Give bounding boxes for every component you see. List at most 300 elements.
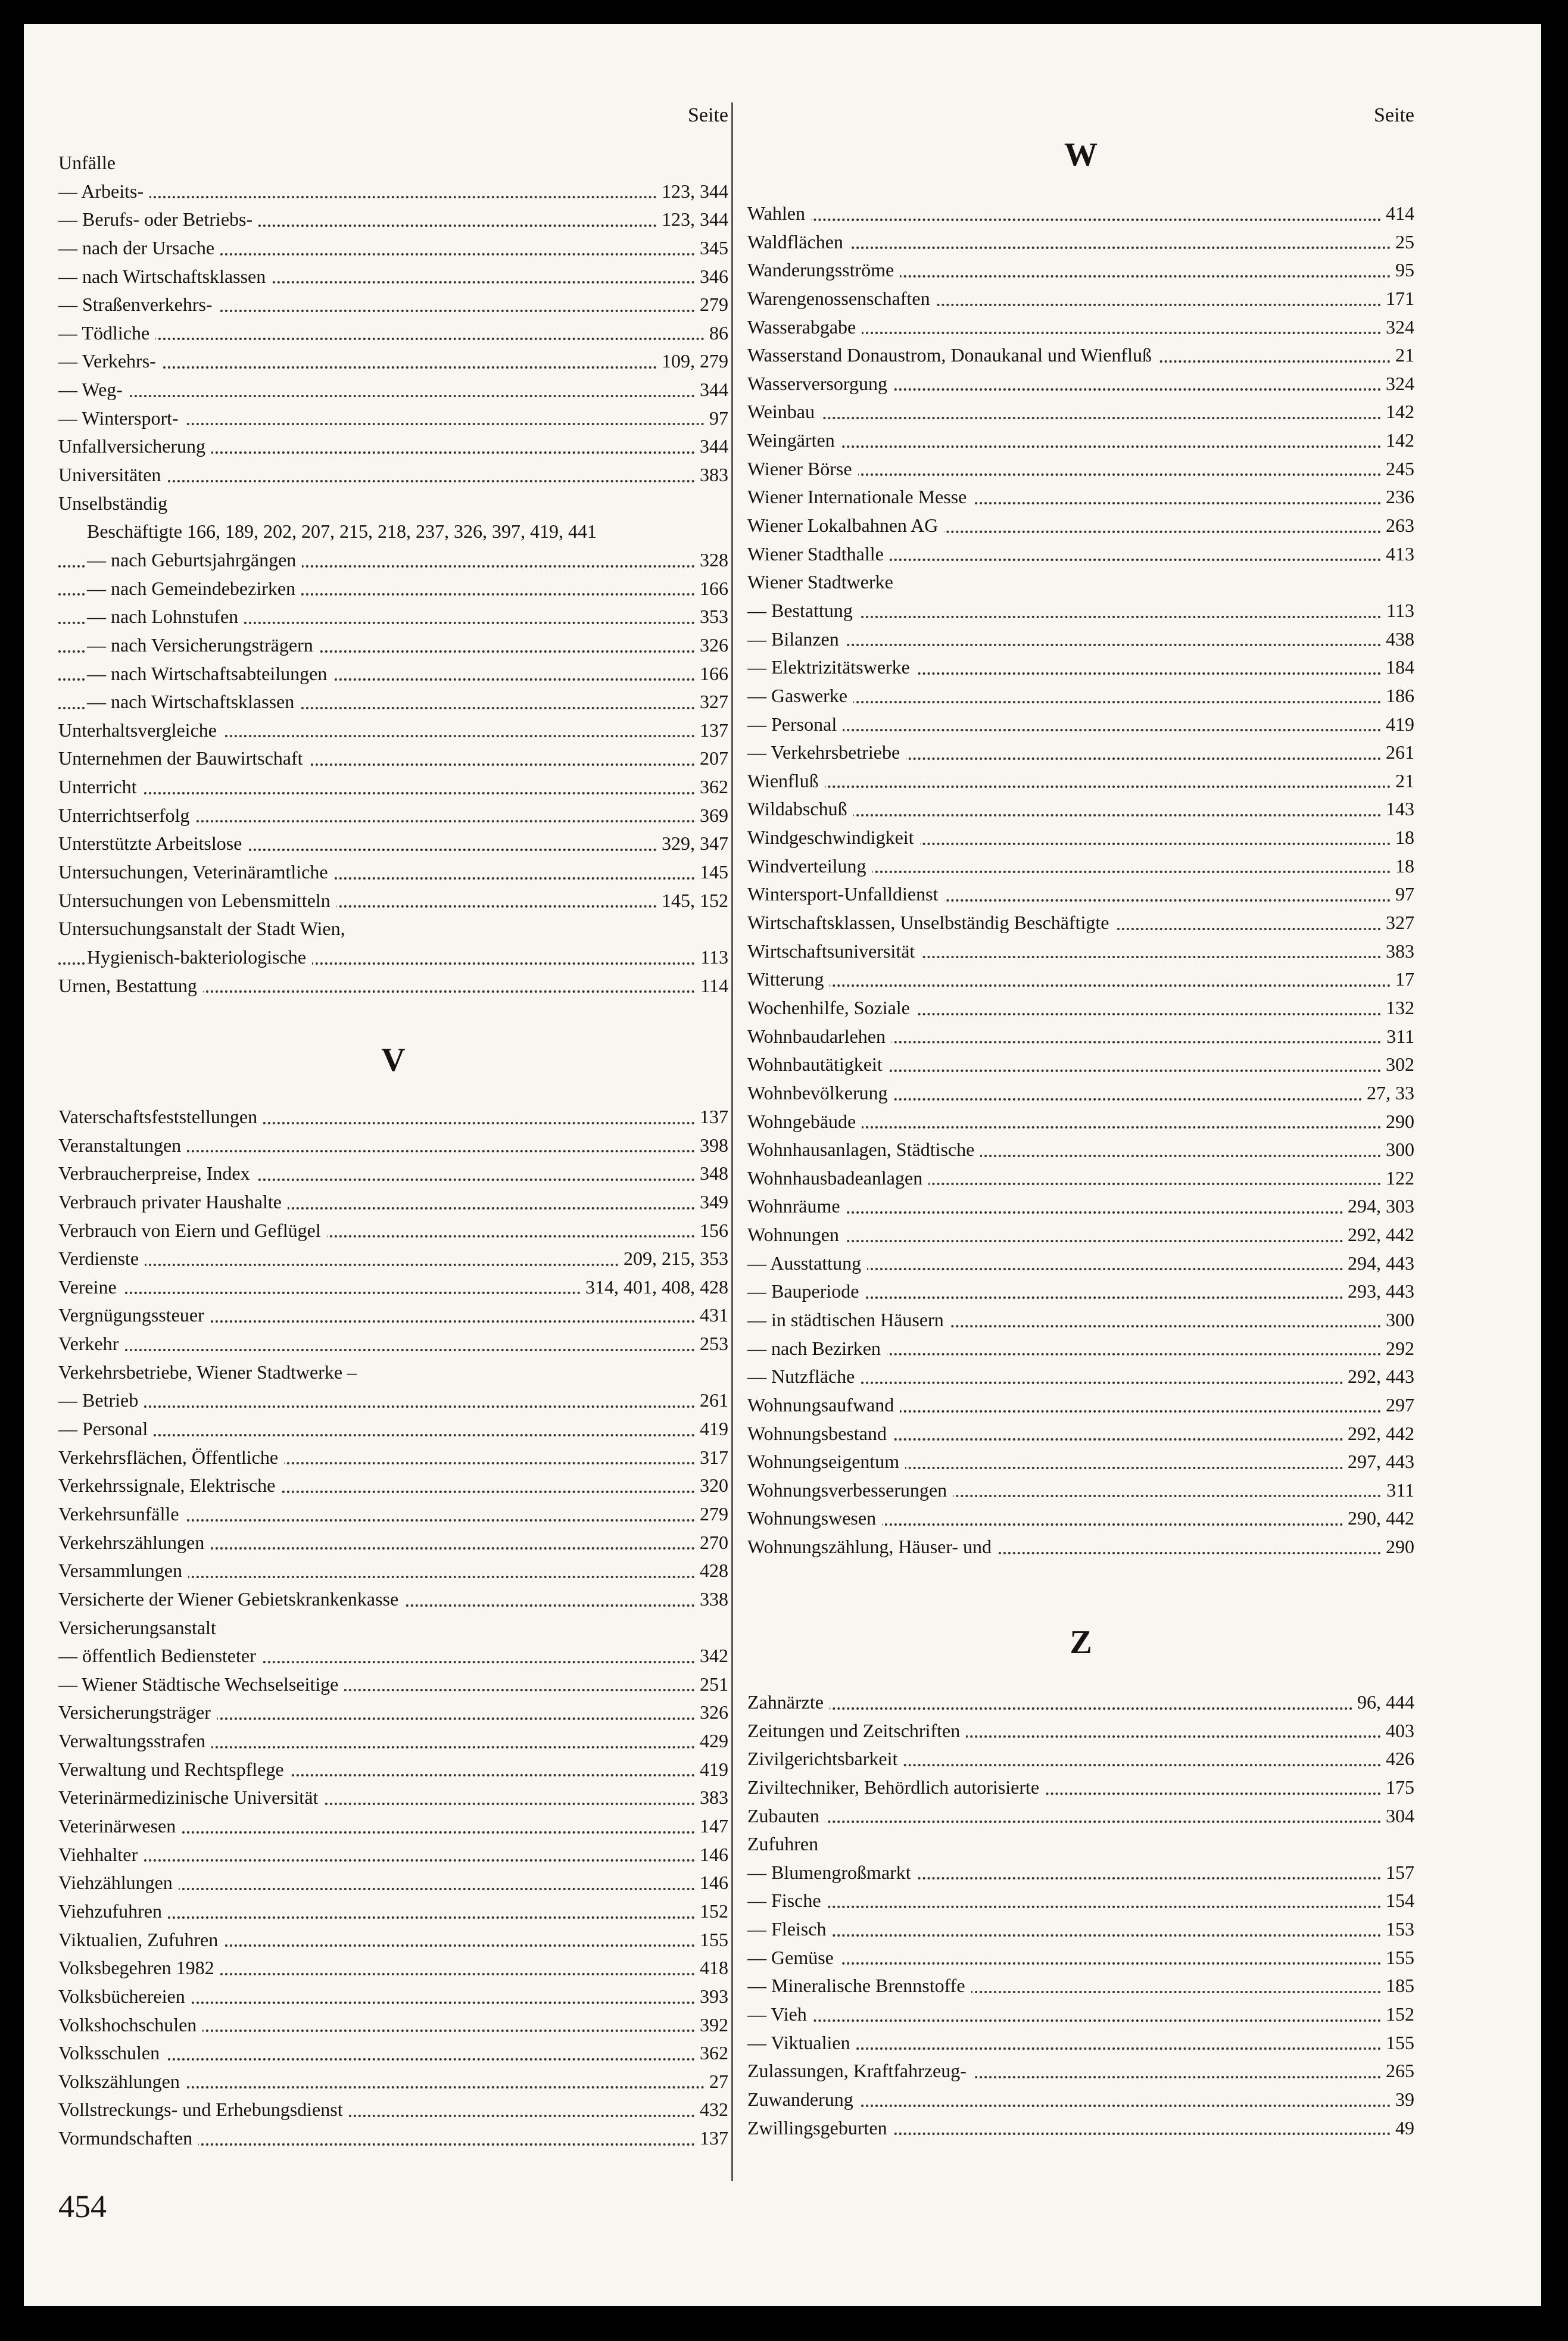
entry-term: Zuwanderung — [747, 2086, 859, 2114]
index-entry — [58, 1982, 728, 2011]
entry-page-ref: 326 — [695, 1698, 728, 1727]
entry-term: Untersuchungen von Lebensmitteln — [58, 887, 336, 915]
index-list-z — [747, 1688, 1414, 2142]
index-entry — [747, 653, 1414, 682]
index-entry — [58, 1784, 728, 1812]
entry-page-ref: 432 — [695, 2096, 728, 2124]
entry-page-ref: 297, 443 — [1343, 1448, 1414, 1476]
entry-term: Wohnbaudarlehen — [747, 1023, 891, 1051]
index-entry — [58, 1444, 728, 1472]
entry-page-ref: 292, 442 — [1343, 1221, 1414, 1249]
index-entry — [58, 1614, 728, 1642]
entry-page-ref: 393 — [695, 1982, 728, 2011]
entry-term: Witterung — [747, 965, 830, 994]
entry-term: Wohnungsaufwand — [747, 1391, 900, 1420]
index-entry — [58, 575, 728, 603]
entry-page-ref: 293, 443 — [1343, 1277, 1414, 1306]
entry-page-ref: 342 — [695, 1642, 728, 1670]
entry-term: Wienfluß — [747, 767, 825, 796]
entry-term: Zwillingsgeburten — [747, 2114, 893, 2143]
entry-term: Unterhaltsvergleiche — [58, 716, 223, 745]
dot-leader — [747, 219, 1414, 221]
entry-page-ref: 324 — [1381, 370, 1414, 398]
index-list-u — [58, 149, 728, 1000]
entry-term: Universitäten — [58, 461, 167, 490]
entry-page-ref: 383 — [695, 461, 728, 490]
entry-page-ref: 279 — [695, 1500, 728, 1529]
entry-term: Zeitungen und Zeitschriften — [747, 1717, 966, 1745]
entry-page-ref: 166 — [695, 660, 728, 688]
entry-page-ref: 251 — [695, 1670, 728, 1699]
entry-page-ref: 292 — [1381, 1335, 1414, 1363]
index-entry — [747, 1688, 1414, 1717]
entry-term: Viktualien, Zufuhren — [58, 1926, 224, 1955]
index-entry — [747, 738, 1414, 767]
index-entry — [58, 518, 728, 546]
entry-term: — Gaswerke — [747, 682, 853, 710]
index-entry — [58, 2096, 728, 2124]
entry-page-ref: 209, 215, 353 — [619, 1245, 728, 1273]
entry-term: Unterricht — [58, 773, 143, 802]
entry-page-ref: 152 — [1381, 2000, 1414, 2029]
index-list-v — [58, 1103, 728, 2153]
entry-term: — Vieh — [747, 2000, 813, 2029]
entry-term: Versicherte der Wiener Gebietskrankenkasse — [58, 1585, 404, 1614]
entry-page-ref: 207 — [695, 744, 728, 773]
entry-page-ref: 155 — [1381, 1944, 1414, 1972]
index-entry — [747, 568, 1414, 597]
entry-page-ref: 438 — [1381, 625, 1414, 654]
index-entry — [747, 1221, 1414, 1249]
entry-term: Volksbüchereien — [58, 1982, 191, 2011]
index-entry — [58, 1869, 728, 1897]
index-entry — [747, 2029, 1414, 2058]
dot-leader — [58, 1434, 728, 1436]
index-entry — [747, 2086, 1414, 2114]
index-entry — [58, 802, 728, 830]
dot-leader — [58, 338, 728, 340]
index-entry — [58, 972, 728, 1000]
entry-term: Ziviltechniker, Behördlich autorisierte — [747, 1773, 1045, 1802]
entry-page-ref: 338 — [695, 1585, 728, 1614]
index-entry — [58, 1557, 728, 1585]
entry-page-ref: 314, 401, 408, 428 — [581, 1273, 728, 1302]
entry-page-ref: 353 — [695, 603, 728, 631]
dot-leader — [58, 395, 728, 397]
entry-term: Wirtschaftsuniversität — [747, 937, 921, 966]
index-entry — [58, 1301, 728, 1330]
entry-page-ref: 419 — [1381, 710, 1414, 739]
entry-term: Verbrauch privater Haushalte — [58, 1188, 288, 1217]
entry-term: — nach Gemeindebezirken — [87, 575, 301, 603]
entry-page-ref: 383 — [1381, 937, 1414, 966]
index-entry — [58, 1698, 728, 1727]
index-entry — [747, 965, 1414, 994]
entry-term: Zahnärzte — [747, 1688, 830, 1717]
entry-page-ref: 345 — [695, 234, 728, 263]
entry-term: Verkehrssignale, Elektrische — [58, 1472, 281, 1500]
entry-page-ref: 349 — [695, 1188, 728, 1217]
index-entry — [58, 660, 728, 688]
dot-leader — [747, 1240, 1414, 1242]
dot-leader — [747, 445, 1414, 448]
entry-page-ref: 49 — [1391, 2114, 1414, 2143]
entry-term: Wohnbautätigkeit — [747, 1051, 889, 1079]
entry-page-ref: 329, 347 — [657, 830, 728, 858]
index-entry — [58, 1159, 728, 1188]
entry-term: Viehzählungen — [58, 1869, 179, 1897]
index-entry — [58, 1954, 728, 1982]
entry-page-ref: 292, 443 — [1343, 1363, 1414, 1391]
entry-term: Zivilgerichtsbarkeit — [747, 1745, 903, 1773]
index-entry — [58, 1472, 728, 1500]
dot-leader — [747, 2019, 1414, 2022]
entry-page-ref: 317 — [695, 1444, 728, 1472]
entry-term: — nach Wirtschaftsabteilungen — [87, 660, 333, 688]
entry-term: Verkehrsunfälle — [58, 1500, 185, 1529]
index-entry — [747, 597, 1414, 625]
index-entry — [747, 370, 1414, 398]
entry-term: Weinbau — [747, 398, 821, 426]
dot-leader — [747, 984, 1414, 987]
entry-page-ref: 348 — [695, 1159, 728, 1188]
entry-page-ref: 27 — [704, 2068, 728, 2096]
entry-term: Urnen, Bestattung — [58, 972, 203, 1000]
index-entry — [747, 398, 1414, 426]
entry-term: Wiener Börse — [747, 455, 858, 484]
entry-page-ref: 155 — [695, 1926, 728, 1955]
entry-term: Wochenhilfe, Soziale — [747, 994, 916, 1023]
section-heading-v: V — [381, 1042, 406, 1078]
entry-term: — nach Bezirken — [747, 1335, 887, 1363]
entry-page-ref: 86 — [704, 319, 728, 348]
index-entry — [58, 546, 728, 575]
entry-term: — Blumengroßmarkt — [747, 1859, 917, 1887]
entry-page-ref: 297 — [1381, 1391, 1414, 1420]
entry-term: Volkshochschulen — [58, 2011, 202, 2040]
entry-term: Wohngebäude — [747, 1108, 862, 1136]
index-entry — [58, 1188, 728, 1217]
index-entry — [747, 1717, 1414, 1745]
entry-term: Unfallversicherung — [58, 432, 211, 461]
entry-term: Volksbegehren 1982 — [58, 1954, 220, 1982]
index-entry — [747, 1249, 1414, 1278]
entry-page-ref: 398 — [695, 1131, 728, 1160]
entry-term: Wiener Stadtwerke — [747, 568, 899, 597]
index-entry — [747, 767, 1414, 796]
entry-page-ref: 344 — [695, 376, 728, 404]
entry-page-ref: 414 — [1381, 200, 1414, 228]
index-entry — [747, 256, 1414, 285]
index-entry — [747, 1391, 1414, 1420]
entry-page-ref: 429 — [695, 1727, 728, 1756]
index-entry — [747, 994, 1414, 1023]
entry-page-ref: 294, 443 — [1343, 1249, 1414, 1278]
index-entry — [747, 1108, 1414, 1136]
entry-page-ref: 123, 344 — [657, 177, 728, 206]
entry-term: Versicherungsanstalt — [58, 1614, 222, 1642]
index-entry — [58, 716, 728, 745]
index-entry — [747, 824, 1414, 852]
entry-term: — nach Wirtschaftsklassen — [58, 263, 272, 291]
entry-page-ref: 146 — [695, 1841, 728, 1869]
entry-term: Wohnungszählung, Häuser- und — [747, 1533, 997, 1561]
entry-page-ref: 97 — [704, 404, 728, 433]
index-entry — [58, 1642, 728, 1670]
entry-page-ref: 290 — [1381, 1108, 1414, 1136]
index-entry — [58, 1103, 728, 1131]
entry-term: Volkszählungen — [58, 2068, 186, 2096]
entry-page-ref: 109, 279 — [657, 347, 728, 376]
entry-page-ref: 184 — [1381, 653, 1414, 682]
entry-page-ref: 261 — [695, 1386, 728, 1415]
index-entry — [747, 852, 1414, 881]
entry-term: Wasserstand Donaustrom, Donaukanal und Wienfluß — [747, 341, 1158, 370]
index-entry — [58, 1585, 728, 1614]
index-entry — [58, 205, 728, 234]
entry-page-ref: 369 — [695, 802, 728, 830]
dot-leader — [747, 417, 1414, 419]
index-entry — [747, 1802, 1414, 1831]
entry-term: Verkehrsbetriebe, Wiener Stadtwerke – — [58, 1358, 363, 1387]
index-entry — [747, 710, 1414, 739]
entry-term: — Wintersport- — [58, 404, 185, 433]
entry-term: — Nutzfläche — [747, 1363, 861, 1391]
entry-page-ref: 279 — [695, 291, 728, 319]
entry-term: — nach Versicherungsträgern — [87, 631, 319, 660]
entry-page-ref: 152 — [695, 1897, 728, 1926]
index-entry — [58, 263, 728, 291]
index-entry — [58, 1131, 728, 1160]
index-entry — [747, 1944, 1414, 1972]
entry-page-ref: 18 — [1391, 852, 1414, 881]
entry-term: — Bilanzen — [747, 625, 845, 654]
entry-term: Wiener Lokalbahnen AG — [747, 512, 944, 540]
entry-term: — Weg- — [58, 376, 129, 404]
index-entry — [747, 1972, 1414, 2000]
entry-page-ref: 156 — [695, 1217, 728, 1245]
index-page — [24, 24, 1541, 2306]
entry-term: Veterinärwesen — [58, 1812, 182, 1841]
entry-term: Wiener Internationale Messe — [747, 483, 972, 512]
entry-page-ref: 113 — [1382, 597, 1414, 625]
entry-page-ref: 327 — [1381, 909, 1414, 937]
index-entry — [58, 149, 728, 177]
entry-term: Wohnhausanlagen, Städtische — [747, 1136, 980, 1164]
entry-page-ref: 171 — [1381, 285, 1414, 313]
entry-term: Versicherungsträger — [58, 1698, 217, 1727]
index-entry — [58, 461, 728, 490]
entry-page-ref: 142 — [1381, 398, 1414, 426]
entry-page-ref: 25 — [1391, 228, 1414, 257]
index-entry — [747, 285, 1414, 313]
entry-term: — Elektrizitätswerke — [747, 653, 916, 682]
entry-page-ref: 185 — [1381, 1972, 1414, 2000]
index-entry — [58, 2124, 728, 2153]
entry-term: — Fische — [747, 1887, 827, 1915]
dot-leader — [747, 785, 1414, 788]
index-entry — [747, 426, 1414, 455]
entry-term: Wanderungsströme — [747, 256, 900, 285]
dot-leader — [58, 792, 728, 794]
entry-page-ref: 143 — [1381, 795, 1414, 824]
entry-term: Wohnungseigentum — [747, 1448, 905, 1476]
entry-page-ref: 186 — [1381, 682, 1414, 710]
index-entry — [747, 455, 1414, 484]
entry-term: Unselbständig — [58, 490, 173, 518]
entry-term: — Bauperiode — [747, 1277, 865, 1306]
entry-term: Wohnbevölkerung — [747, 1079, 894, 1108]
dot-leader — [747, 1934, 1414, 1937]
entry-term: Vollstreckungs- und Erhebungsdienst — [58, 2096, 349, 2124]
index-entry — [747, 1745, 1414, 1773]
index-entry — [58, 376, 728, 404]
entry-page-ref: 294, 303 — [1343, 1192, 1414, 1221]
entry-page-ref: 18 — [1391, 824, 1414, 852]
index-entry — [58, 1841, 728, 1869]
entry-term: — Straßenverkehrs- — [58, 291, 219, 319]
entry-term: — Berufs- oder Betriebs- — [58, 205, 258, 234]
entry-term: Vergnügungssteuer — [58, 1301, 210, 1330]
index-entry — [58, 177, 728, 206]
entry-term: Unfälle — [58, 149, 121, 177]
index-entry — [58, 234, 728, 263]
index-entry — [747, 625, 1414, 654]
entry-page-ref: 113 — [696, 943, 728, 972]
entry-term: Wohnhausbadeanlagen — [747, 1164, 928, 1193]
index-entry — [58, 347, 728, 376]
entry-page-ref: 21 — [1391, 767, 1414, 796]
entry-page-ref: 137 — [695, 2124, 728, 2153]
dot-leader — [58, 1349, 728, 1351]
index-entry — [747, 512, 1414, 540]
index-entry — [58, 1500, 728, 1529]
dot-leader — [747, 1821, 1414, 1823]
index-entry — [747, 228, 1414, 257]
entry-term: Zufuhren — [747, 1830, 824, 1859]
entry-page-ref: 362 — [695, 773, 728, 802]
entry-page-ref: 270 — [695, 1529, 728, 1557]
index-entry — [58, 1415, 728, 1444]
entry-term: Unternehmen der Bauwirtschaft — [58, 744, 309, 773]
index-entry — [58, 2039, 728, 2068]
entry-term: — Arbeits- — [58, 177, 149, 206]
entry-page-ref: 137 — [695, 716, 728, 745]
index-entry — [747, 1335, 1414, 1363]
entry-term: Beschäftigte 166, 189, 202, 207, 215, 218, 237, 326, 397, 419, 441 — [87, 518, 603, 546]
entry-page-ref: 145, 152 — [657, 887, 728, 915]
entry-term: Veranstaltungen — [58, 1131, 187, 1160]
entry-page-ref: 21 — [1391, 341, 1414, 370]
entry-term: Wohnungen — [747, 1221, 845, 1249]
index-entry — [747, 2114, 1414, 2143]
index-entry — [58, 1245, 728, 1273]
entry-page-ref: 96, 444 — [1352, 1688, 1414, 1717]
entry-term: Wiener Stadthalle — [747, 540, 890, 569]
index-entry — [747, 909, 1414, 937]
index-entry — [747, 1277, 1414, 1306]
index-entry — [747, 1448, 1414, 1476]
entry-term: — öffentlich Bediensteter — [58, 1642, 262, 1670]
dot-leader — [58, 1405, 728, 1408]
entry-term: — Wiener Städtische Wechselseitige — [58, 1670, 344, 1699]
entry-term: Verkehrszählungen — [58, 1529, 210, 1557]
index-entry — [747, 682, 1414, 710]
page-number: 454 — [58, 2189, 107, 2224]
index-entry — [58, 631, 728, 660]
index-entry — [58, 1727, 728, 1756]
entry-page-ref: 428 — [695, 1557, 728, 1585]
index-entry — [58, 2068, 728, 2096]
entry-page-ref: 147 — [695, 1812, 728, 1841]
entry-term: — Viktualien — [747, 2029, 856, 2058]
index-entry — [747, 483, 1414, 512]
entry-page-ref: 39 — [1391, 2086, 1414, 2114]
index-entry — [747, 1164, 1414, 1193]
entry-page-ref: 97 — [1391, 880, 1414, 909]
entry-term: Verkehr — [58, 1330, 124, 1358]
dot-leader — [58, 196, 728, 198]
index-entry — [58, 1812, 728, 1841]
section-heading-w: W — [1064, 136, 1098, 173]
entry-term: Wirtschaftsklassen, Unselbständig Beschäftigte — [747, 909, 1115, 937]
entry-term: Verbrauch von Eiern und Geflügel — [58, 1217, 327, 1245]
index-entry — [747, 1533, 1414, 1561]
entry-page-ref: 290 — [1381, 1533, 1414, 1561]
entry-page-ref: 114 — [696, 972, 728, 1000]
entry-page-ref: 413 — [1381, 540, 1414, 569]
index-entry — [747, 1363, 1414, 1391]
entry-term: Waldflächen — [747, 228, 849, 257]
dot-leader — [747, 1707, 1414, 1710]
entry-page-ref: 431 — [695, 1301, 728, 1330]
index-entry — [58, 1273, 728, 1302]
entry-page-ref: 17 — [1391, 965, 1414, 994]
entry-page-ref: 27, 33 — [1362, 1079, 1414, 1108]
entry-term: Verdienste — [58, 1245, 145, 1273]
entry-page-ref: 263 — [1381, 512, 1414, 540]
index-entry — [58, 1897, 728, 1926]
index-entry — [747, 313, 1414, 342]
index-entry — [58, 858, 728, 887]
entry-term: — Personal — [58, 1415, 154, 1444]
index-entry — [747, 2057, 1414, 2086]
entry-term: — Gemüse — [747, 1944, 840, 1972]
entry-term: — Ausstattung — [747, 1249, 867, 1278]
entry-page-ref: 155 — [1381, 2029, 1414, 2058]
entry-term: Wahlen — [747, 200, 811, 228]
index-entry — [58, 1330, 728, 1358]
entry-page-ref: 146 — [695, 1869, 728, 1897]
index-entry — [747, 1079, 1414, 1108]
index-entry — [58, 744, 728, 773]
index-entry — [58, 490, 728, 518]
entry-page-ref: 324 — [1381, 313, 1414, 342]
entry-term: Windverteilung — [747, 852, 872, 881]
index-entry — [58, 319, 728, 348]
index-entry — [58, 830, 728, 858]
entry-page-ref: 137 — [695, 1103, 728, 1131]
entry-term: Weingärten — [747, 426, 841, 455]
entry-page-ref: 175 — [1381, 1773, 1414, 1802]
dot-leader — [747, 644, 1414, 646]
entry-page-ref: 418 — [695, 1954, 728, 1982]
index-list-w — [747, 200, 1414, 1561]
entry-term: Wohnungsbestand — [747, 1420, 893, 1448]
entry-term: Verbraucherpreise, Index — [58, 1159, 256, 1188]
index-entry — [747, 2000, 1414, 2029]
entry-page-ref: 346 — [695, 263, 728, 291]
